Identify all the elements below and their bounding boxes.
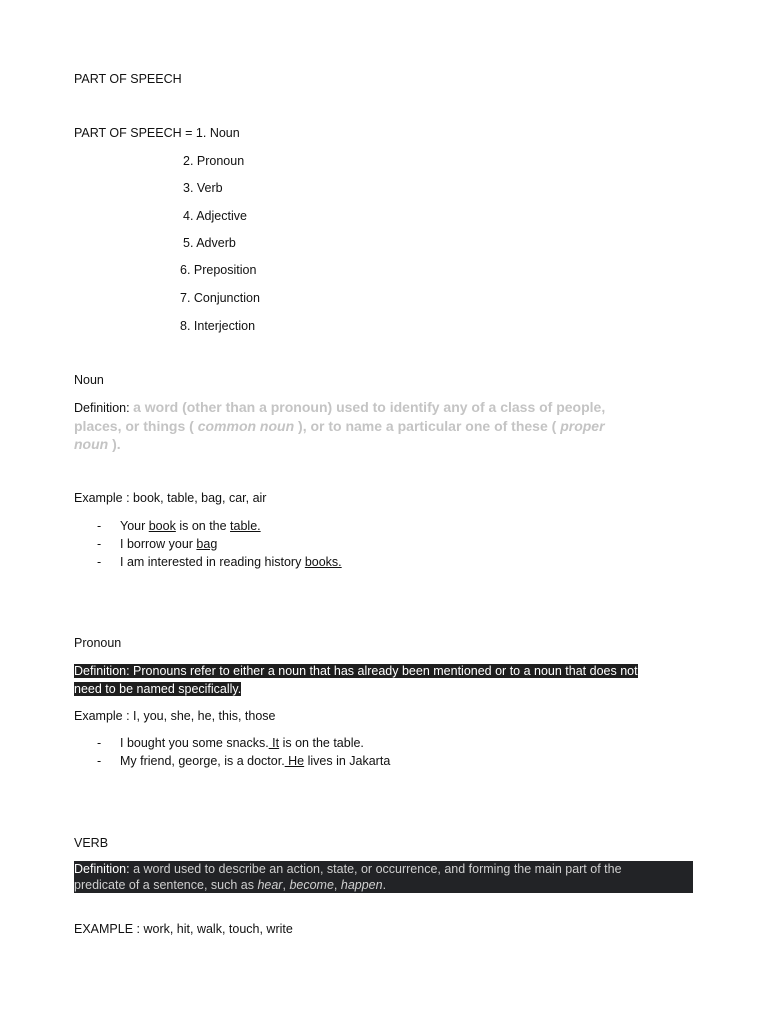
pos-intro: PART OF SPEECH = 1. Noun <box>74 126 240 140</box>
pos-item: 5. Adverb <box>183 236 236 250</box>
noun-example: Example : book, table, bag, car, air <box>74 491 267 505</box>
list-item: Your book is on the table. <box>120 519 261 533</box>
page-title: PART OF SPEECH <box>74 72 182 86</box>
verb-definition-line1: Definition: a word used to describe an action, state, or occurrence, and forming the main part of the <box>74 862 622 876</box>
pos-item: 6. Preposition <box>180 263 257 277</box>
noun-definition-line1: Definition: a word (other than a pronoun) used to identify any of a class of people, <box>74 399 606 415</box>
noun-heading: Noun <box>74 373 104 387</box>
verb-heading: VERB <box>74 836 109 850</box>
pronoun-example: Example : I, you, she, he, this, those <box>74 709 276 723</box>
noun-definition-line3: noun ). <box>74 436 121 452</box>
list-item: I bought you some snacks. It is on the table. <box>120 736 364 750</box>
pos-item: 3. Verb <box>183 181 223 195</box>
bullet-dash: - <box>97 519 102 533</box>
verb-example: EXAMPLE : work, hit, walk, touch, write <box>74 922 293 936</box>
pos-item: 7. Conjunction <box>180 291 260 305</box>
verb-definition-line2: predicate of a sentence, such as hear, become, happen. <box>74 878 387 892</box>
pronoun-definition-line1: Definition: Pronouns refer to either a noun that has already been mentioned or to a noun that does not <box>74 664 638 678</box>
pos-item: 4. Adjective <box>183 209 247 223</box>
pos-item: 1. Noun <box>195 126 240 140</box>
noun-definition-line2: places, or things ( common noun ), or to name a particular one of these ( proper <box>74 418 605 434</box>
pronoun-heading: Pronoun <box>74 636 122 650</box>
pos-item: 2. Pronoun <box>183 154 245 168</box>
list-item: I borrow your bag <box>120 537 218 551</box>
bullet-dash: - <box>97 555 102 569</box>
list-item: I am interested in reading history books. <box>120 555 342 569</box>
pos-item: 8. Interjection <box>180 319 256 333</box>
pronoun-definition-line2: need to be named specifically. <box>74 682 242 696</box>
bullet-dash: - <box>97 537 102 551</box>
verb-definition-block <box>74 861 693 893</box>
bullet-dash: - <box>97 754 102 768</box>
list-item: My friend, george, is a doctor. He lives in Jakarta <box>120 754 391 768</box>
bullet-dash: - <box>97 736 102 750</box>
